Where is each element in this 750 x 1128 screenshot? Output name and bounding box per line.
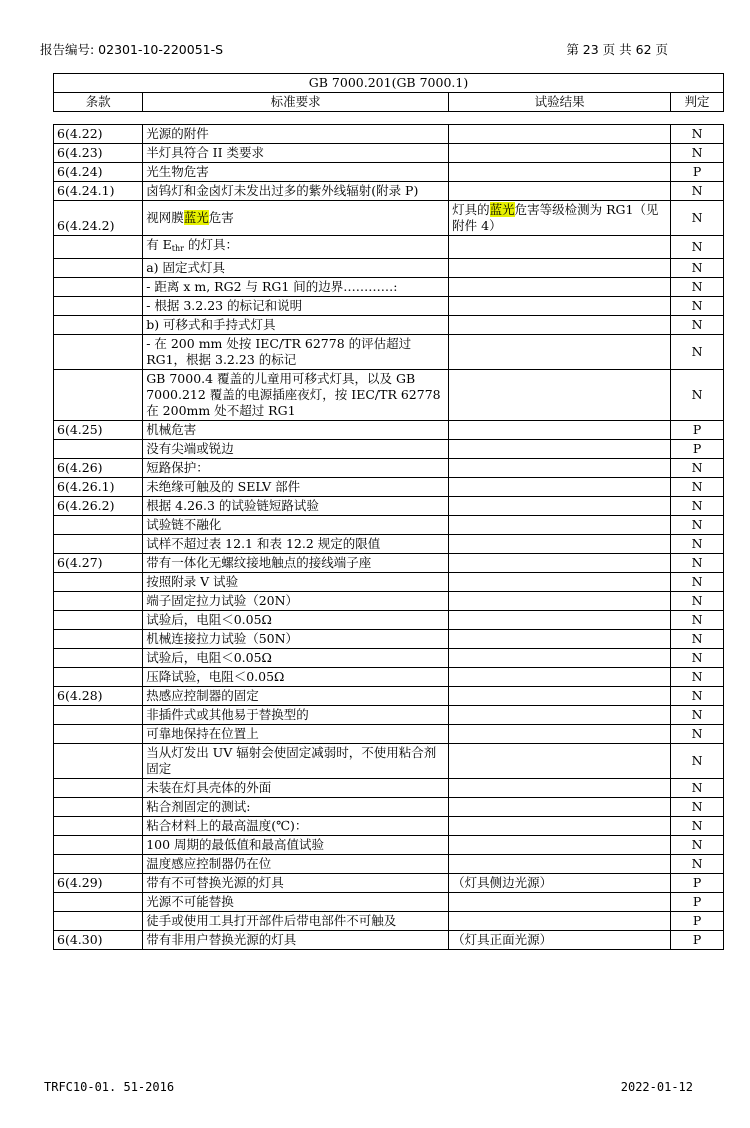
- table-row: [54, 144, 724, 163]
- verdict-cell: N: [671, 316, 724, 335]
- clause-cell: [54, 779, 143, 798]
- clause-cell: [54, 912, 143, 931]
- table-row: [54, 630, 724, 649]
- requirement-cell: 光源的附件: [143, 125, 449, 144]
- clause-cell: [54, 893, 143, 912]
- clause-cell: [54, 706, 143, 725]
- table-row: [54, 893, 724, 912]
- requirement-cell: 非插件式或其他易于替换型的: [143, 706, 449, 725]
- requirement-cell: 光生物危害: [143, 163, 449, 182]
- table-title: GB 7000.201(GB 7000.1): [54, 74, 724, 93]
- verdict-cell: N: [671, 725, 724, 744]
- verdict-cell: N: [671, 649, 724, 668]
- table-row: [54, 421, 724, 440]
- result-cell: [449, 478, 671, 497]
- clause-cell: [54, 592, 143, 611]
- requirement-cell: 未绝缘可触及的 SELV 部件: [143, 478, 449, 497]
- table-row: [54, 516, 724, 535]
- table-row: [54, 855, 724, 874]
- result-cell: [449, 236, 671, 259]
- table-row: [54, 259, 724, 278]
- clause-cell: [54, 236, 143, 259]
- clause-cell: [54, 798, 143, 817]
- verdict-cell: N: [671, 201, 724, 236]
- table-row: [54, 278, 724, 297]
- requirement-cell: 卤钨灯和金卤灯未发出过多的紫外线辐射(附录 P): [143, 182, 449, 201]
- clause-cell: 6(4.24.2): [54, 201, 143, 236]
- verdict-cell: P: [671, 912, 724, 931]
- requirement-cell: 半灯具符合 II 类要求: [143, 144, 449, 163]
- verdict-cell: N: [671, 798, 724, 817]
- table-row: [54, 440, 724, 459]
- result-cell: [449, 459, 671, 478]
- verdict-cell: N: [671, 125, 724, 144]
- requirement-cell: 可靠地保持在位置上: [143, 725, 449, 744]
- result-cell: [449, 497, 671, 516]
- verdict-cell: P: [671, 893, 724, 912]
- result-cell: [449, 912, 671, 931]
- result-cell: [449, 125, 671, 144]
- clause-cell: [54, 744, 143, 779]
- clause-cell: [54, 649, 143, 668]
- requirement-cell: - 根据 3.2.23 的标记和说明: [143, 297, 449, 316]
- requirement-cell: a) 固定式灯具: [143, 259, 449, 278]
- requirement-cell: 100 周期的最低值和最高值试验: [143, 836, 449, 855]
- table-title-row: [54, 74, 724, 93]
- result-cell: [449, 421, 671, 440]
- requirement-cell: 试验后，电阻＜0.05Ω: [143, 611, 449, 630]
- clause-cell: [54, 573, 143, 592]
- requirement-cell: GB 7000.4 覆盖的儿童用可移式灯具，以及 GB 7000.212 覆盖的电源插座夜灯，按 IEC/TR 62778 在 200mm 处不超过 RG1: [143, 370, 449, 421]
- result-cell: [449, 573, 671, 592]
- result-cell: [449, 706, 671, 725]
- verdict-cell: N: [671, 236, 724, 259]
- clause-cell: [54, 836, 143, 855]
- table-row: [54, 370, 724, 421]
- clause-cell: [54, 817, 143, 836]
- requirement-cell: 热感应控制器的固定: [143, 687, 449, 706]
- table-row: [54, 535, 724, 554]
- clause-cell: [54, 630, 143, 649]
- verdict-cell: N: [671, 144, 724, 163]
- clause-cell: 6(4.30): [54, 931, 143, 950]
- clause-cell: [54, 611, 143, 630]
- verdict-cell: N: [671, 554, 724, 573]
- clause-cell: [54, 278, 143, 297]
- result-cell: [449, 316, 671, 335]
- requirement-cell: 机械危害: [143, 421, 449, 440]
- requirement-cell: 按照附录 V 试验: [143, 573, 449, 592]
- standard-table: [53, 73, 724, 950]
- clause-cell: [54, 335, 143, 370]
- verdict-cell: P: [671, 421, 724, 440]
- clause-cell: 6(4.26.1): [54, 478, 143, 497]
- clause-cell: [54, 370, 143, 421]
- verdict-cell: N: [671, 370, 724, 421]
- verdict-cell: N: [671, 836, 724, 855]
- clause-cell: 6(4.24): [54, 163, 143, 182]
- verdict-cell: N: [671, 497, 724, 516]
- clause-cell: 6(4.26): [54, 459, 143, 478]
- table-header-row: [54, 93, 724, 112]
- table-row: [54, 459, 724, 478]
- result-cell: [449, 259, 671, 278]
- result-cell: [449, 687, 671, 706]
- result-cell: [449, 440, 671, 459]
- result-cell: [449, 817, 671, 836]
- verdict-cell: N: [671, 182, 724, 201]
- table-row: [54, 649, 724, 668]
- result-cell: [449, 649, 671, 668]
- requirement-cell: 带有非用户替换光源的灯具: [143, 931, 449, 950]
- requirement-cell: 试验链不融化: [143, 516, 449, 535]
- table-row: [54, 798, 724, 817]
- verdict-cell: N: [671, 779, 724, 798]
- clause-cell: 6(4.29): [54, 874, 143, 893]
- table-row: [54, 668, 724, 687]
- result-cell: [449, 836, 671, 855]
- requirement-cell: b) 可移式和手持式灯具: [143, 316, 449, 335]
- result-cell: [449, 630, 671, 649]
- requirement-cell: 短路保护：: [143, 459, 449, 478]
- verdict-cell: N: [671, 535, 724, 554]
- table-row: [54, 931, 724, 950]
- table-row: [54, 573, 724, 592]
- table-row: [54, 706, 724, 725]
- table-row: [54, 201, 724, 236]
- table-spacer-row: [54, 112, 724, 125]
- table-row: [54, 874, 724, 893]
- table-row: [54, 316, 724, 335]
- clause-cell: 6(4.24.1): [54, 182, 143, 201]
- clause-cell: [54, 316, 143, 335]
- result-cell: （灯具正面光源）: [449, 931, 671, 950]
- clause-cell: [54, 725, 143, 744]
- result-cell: [449, 779, 671, 798]
- verdict-cell: N: [671, 744, 724, 779]
- verdict-cell: N: [671, 817, 724, 836]
- table-row: [54, 912, 724, 931]
- requirement-cell: 根据 4.26.3 的试验链短路试验: [143, 497, 449, 516]
- clause-cell: [54, 855, 143, 874]
- verdict-cell: P: [671, 874, 724, 893]
- result-cell: [449, 335, 671, 370]
- clause-cell: 6(4.27): [54, 554, 143, 573]
- table-row: [54, 611, 724, 630]
- table-row: [54, 236, 724, 259]
- requirement-cell: 带有不可替换光源的灯具: [143, 874, 449, 893]
- result-cell: [449, 611, 671, 630]
- page-number: 第 23 页 共 62 页: [566, 42, 668, 57]
- requirement-cell: 没有尖端或锐边: [143, 440, 449, 459]
- result-cell: [449, 163, 671, 182]
- result-cell: [449, 182, 671, 201]
- requirement-cell: 视网膜蓝光危害: [143, 201, 449, 236]
- requirement-cell: 压降试验，电阻＜0.05Ω: [143, 668, 449, 687]
- result-cell: [449, 592, 671, 611]
- requirement-cell: 有 $E_{thr}$ 的灯具：: [143, 236, 449, 259]
- column-header-requirement: 标准要求: [143, 93, 449, 112]
- table-row: [54, 182, 724, 201]
- clause-cell: [54, 535, 143, 554]
- result-cell: [449, 855, 671, 874]
- table-row: [54, 687, 724, 706]
- table-row: [54, 725, 724, 744]
- requirement-cell: - 距离 x m, RG2 与 RG1 间的边界…………:: [143, 278, 449, 297]
- table-row: [54, 779, 724, 798]
- table-row: [54, 744, 724, 779]
- table-row: [54, 817, 724, 836]
- verdict-cell: N: [671, 335, 724, 370]
- clause-cell: 6(4.25): [54, 421, 143, 440]
- table-row: [54, 163, 724, 182]
- verdict-cell: N: [671, 478, 724, 497]
- table-row: [54, 836, 724, 855]
- result-cell: [449, 370, 671, 421]
- clause-cell: [54, 440, 143, 459]
- verdict-cell: P: [671, 163, 724, 182]
- verdict-cell: N: [671, 259, 724, 278]
- column-header-result: 试验结果: [449, 93, 671, 112]
- verdict-cell: N: [671, 573, 724, 592]
- verdict-cell: N: [671, 297, 724, 316]
- requirement-cell: 带有一体化无螺纹接地触点的接线端子座: [143, 554, 449, 573]
- table-row: [54, 497, 724, 516]
- requirement-cell: 当从灯发出 UV 辐射会使固定减弱时，不使用粘合剂固定: [143, 744, 449, 779]
- result-cell: 灯具的蓝光危害等级检测为 RG1（见附件 4）: [449, 201, 671, 236]
- table-row: [54, 592, 724, 611]
- requirement-cell: 机械连接拉力试验（50N）: [143, 630, 449, 649]
- result-cell: [449, 668, 671, 687]
- clause-cell: 6(4.28): [54, 687, 143, 706]
- verdict-cell: N: [671, 687, 724, 706]
- verdict-cell: N: [671, 611, 724, 630]
- result-cell: [449, 798, 671, 817]
- verdict-cell: N: [671, 592, 724, 611]
- requirement-cell: 温度感应控制器仍在位: [143, 855, 449, 874]
- requirement-cell: - 在 200 mm 处按 IEC/TR 62778 的评估超过 RG1，根据 3.2.23 的标记: [143, 335, 449, 370]
- result-cell: [449, 144, 671, 163]
- result-cell: [449, 516, 671, 535]
- verdict-cell: N: [671, 706, 724, 725]
- clause-cell: [54, 668, 143, 687]
- result-cell: [449, 893, 671, 912]
- clause-cell: [54, 516, 143, 535]
- result-cell: [449, 297, 671, 316]
- clause-cell: [54, 297, 143, 316]
- verdict-cell: N: [671, 278, 724, 297]
- result-cell: [449, 535, 671, 554]
- result-cell: [449, 725, 671, 744]
- requirement-cell: 粘合剂固定的测试:: [143, 798, 449, 817]
- verdict-cell: N: [671, 516, 724, 535]
- table-row: [54, 335, 724, 370]
- clause-cell: [54, 259, 143, 278]
- form-number: TRFC10-01. 51-2016: [44, 1080, 175, 1094]
- report-number: 报告编号: 02301-10-220051-S: [40, 42, 224, 57]
- result-cell: [449, 744, 671, 779]
- result-cell: [449, 278, 671, 297]
- clause-cell: 6(4.23): [54, 144, 143, 163]
- requirement-cell: 徒手或使用工具打开部件后带电部件不可触及: [143, 912, 449, 931]
- requirement-cell: 端子固定拉力试验（20N）: [143, 592, 449, 611]
- clause-cell: 6(4.22): [54, 125, 143, 144]
- verdict-cell: N: [671, 630, 724, 649]
- requirement-cell: 试样不超过表 12.1 和表 12.2 规定的限值: [143, 535, 449, 554]
- verdict-cell: P: [671, 931, 724, 950]
- table-row: [54, 554, 724, 573]
- requirement-cell: 光源不可能替换: [143, 893, 449, 912]
- requirement-cell: 未装在灯具壳体的外面: [143, 779, 449, 798]
- verdict-cell: N: [671, 668, 724, 687]
- table-row: [54, 478, 724, 497]
- footer-date: 2022-01-12: [620, 1080, 693, 1094]
- result-cell: （灯具侧边光源）: [449, 874, 671, 893]
- verdict-cell: N: [671, 459, 724, 478]
- verdict-cell: N: [671, 855, 724, 874]
- column-header-verdict: 判定: [671, 93, 724, 112]
- verdict-cell: P: [671, 440, 724, 459]
- requirement-cell: 粘合材料上的最高温度(℃)：: [143, 817, 449, 836]
- clause-cell: 6(4.26.2): [54, 497, 143, 516]
- requirement-cell: 试验后，电阻＜0.05Ω: [143, 649, 449, 668]
- column-header-clause: 条款: [54, 93, 143, 112]
- result-cell: [449, 554, 671, 573]
- table-row: [54, 297, 724, 316]
- table-row: [54, 125, 724, 144]
